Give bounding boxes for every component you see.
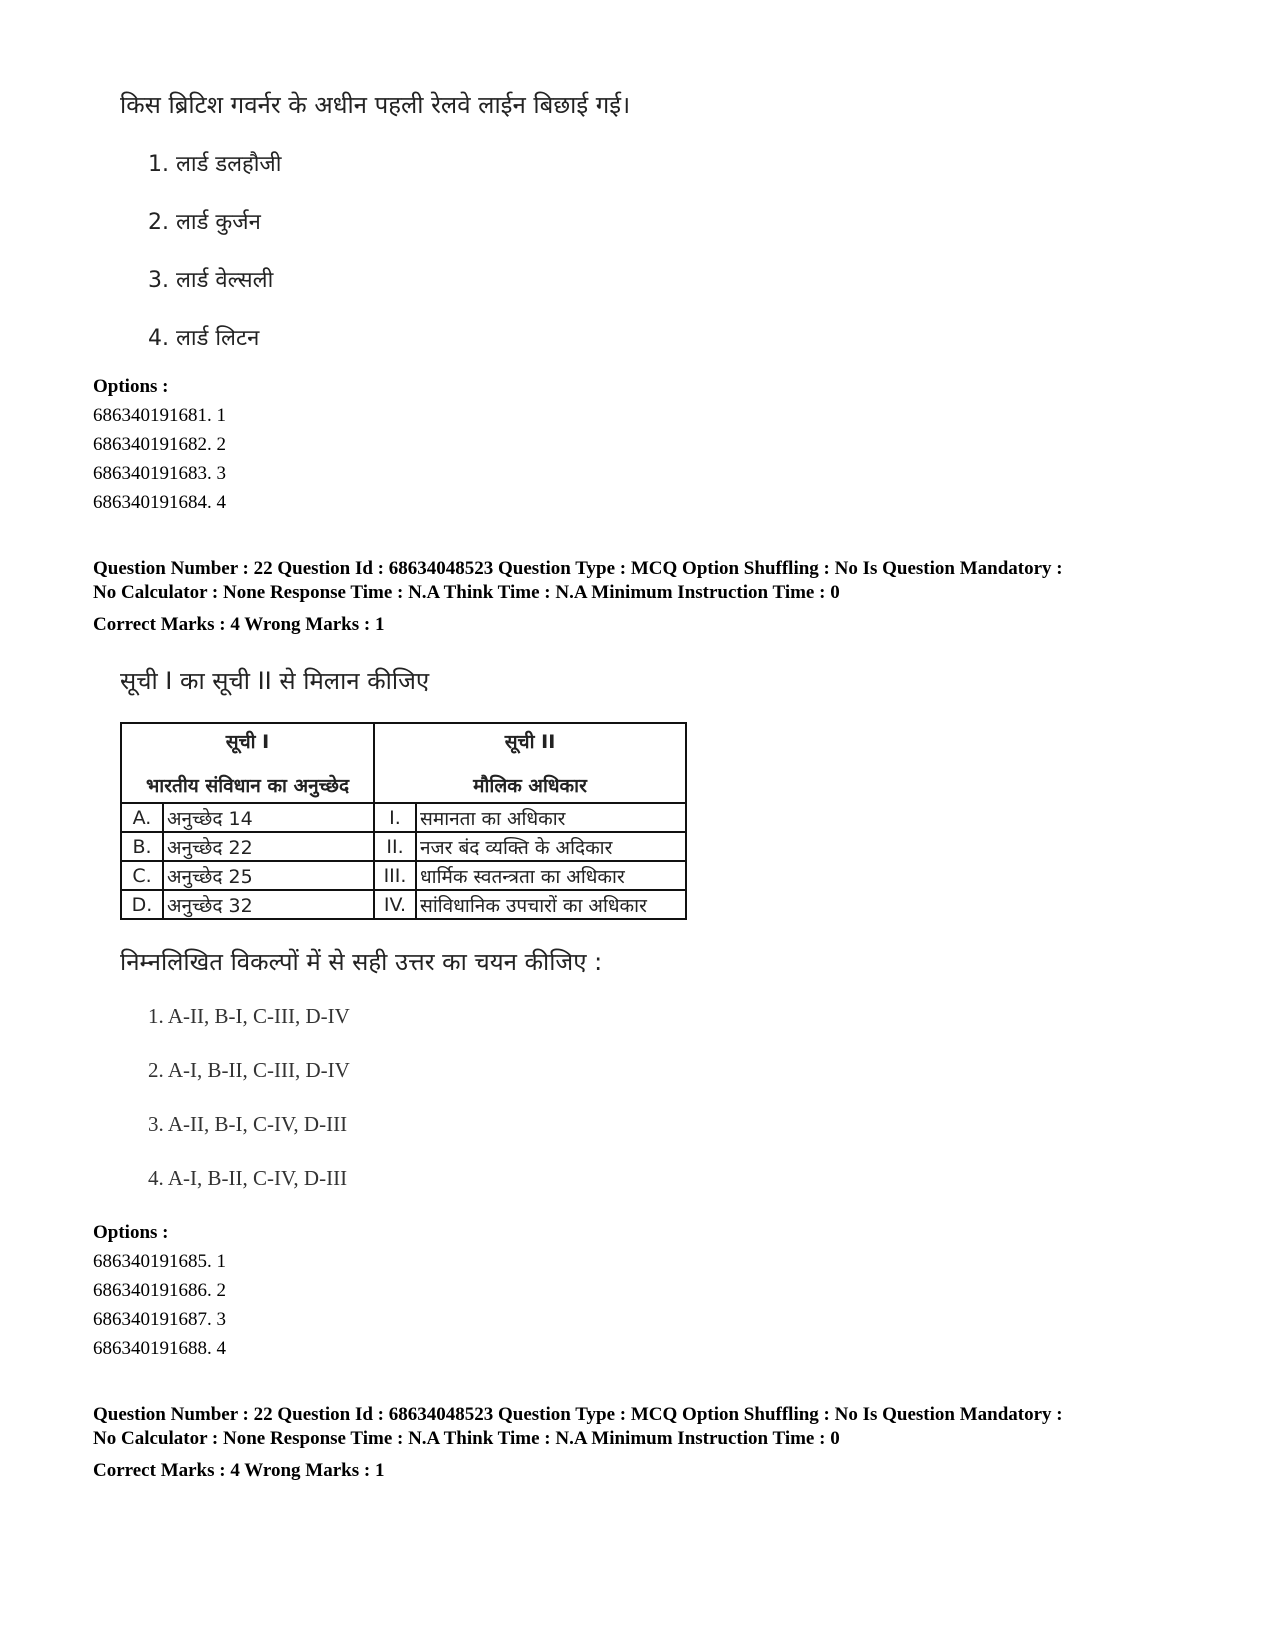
row-letter: A. — [121, 803, 163, 832]
marks-line-1: Correct Marks : 4 Wrong Marks : 1 — [93, 614, 385, 635]
row-right: सांविधानिक उपचारों का अधिकार — [416, 890, 686, 919]
table-row — [121, 803, 686, 832]
row-term: अनुच्छेद 32 — [163, 890, 374, 919]
option-item: 686340191683. 3 — [93, 463, 226, 484]
q2-choice-1: 1. A-II, B-I, C-III, D-IV — [148, 1004, 350, 1028]
row-right: धार्मिक स्वतन्त्रता का अधिकार — [416, 861, 686, 890]
meta-line-2: No Calculator : None Response Time : N.A Think Time : N.A Minimum Instruction Time : 0 — [93, 1428, 840, 1449]
q1-choice-2: 2. लार्ड कुर्जन — [148, 210, 261, 235]
option-item: 686340191681. 1 — [93, 405, 226, 426]
q2-choice-3: 3. A-II, B-I, C-IV, D-III — [148, 1112, 348, 1136]
list-1-subtitle: भारतीय संविधान का अनुच्छेद — [145, 775, 350, 797]
table-row — [121, 832, 686, 861]
options-label-1: Options : — [93, 376, 169, 397]
list-2-title: सूची II — [504, 731, 556, 753]
list-2-subtitle: मौलिक अधिकार — [473, 775, 587, 797]
question-1-text: किस ब्रिटिश गवर्नर के अधीन पहली रेलवे लाईन बिछाई गई। — [120, 91, 631, 119]
list-1-header — [121, 723, 374, 803]
question-meta-1 — [93, 557, 1213, 605]
list-1-title: सूची I — [225, 731, 270, 753]
meta-line-2: No Calculator : None Response Time : N.A Think Time : N.A Minimum Instruction Time : 0 — [93, 582, 840, 603]
marks-line-2: Correct Marks : 4 Wrong Marks : 1 — [93, 1460, 385, 1481]
row-term: अनुच्छेद 14 — [163, 803, 374, 832]
row-term: अनुच्छेद 22 — [163, 832, 374, 861]
q2-choice-2: 2. A-I, B-II, C-III, D-IV — [148, 1058, 350, 1082]
q1-choice-3: 3. लार्ड वेल्सली — [148, 268, 274, 293]
row-right: समानता का अधिकार — [416, 803, 686, 832]
row-roman: II. — [374, 832, 416, 861]
table-row — [121, 861, 686, 890]
row-roman: I. — [374, 803, 416, 832]
row-letter: D. — [121, 890, 163, 919]
options-label-2: Options : — [93, 1222, 169, 1243]
q1-choice-4: 4. लार्ड लिटन — [148, 326, 260, 351]
row-term: अनुच्छेद 25 — [163, 861, 374, 890]
table-row — [121, 890, 686, 919]
options-list-1 — [93, 401, 226, 517]
list-2-header — [374, 723, 686, 803]
meta-line-1: Question Number : 22 Question Id : 68634048523 Question Type : MCQ Option Shuffling : No Is Question Mandatory : — [93, 558, 1063, 579]
q2-choice-4: 4. A-I, B-II, C-IV, D-III — [148, 1166, 348, 1190]
option-item: 686340191687. 3 — [93, 1309, 226, 1330]
question-meta-2 — [93, 1403, 1213, 1451]
row-roman: III. — [374, 861, 416, 890]
row-roman: IV. — [374, 890, 416, 919]
question-2-prompt: निम्नलिखित विकल्पों में से सही उत्तर का चयन कीजिए : — [120, 948, 603, 976]
row-letter: C. — [121, 861, 163, 890]
match-table — [120, 722, 687, 920]
option-item: 686340191686. 2 — [93, 1280, 226, 1301]
q1-choice-1: 1. लार्ड डलहौजी — [148, 152, 282, 177]
meta-line-1: Question Number : 22 Question Id : 68634048523 Question Type : MCQ Option Shuffling : No Is Question Mandatory : — [93, 1404, 1063, 1425]
options-list-2 — [93, 1247, 226, 1363]
option-item: 686340191688. 4 — [93, 1338, 226, 1359]
option-item: 686340191685. 1 — [93, 1251, 226, 1272]
question-2-intro: सूची I का सूची II से मिलान कीजिए — [120, 667, 430, 695]
option-item: 686340191682. 2 — [93, 434, 226, 455]
option-item: 686340191684. 4 — [93, 492, 226, 513]
row-letter: B. — [121, 832, 163, 861]
row-right: नजर बंद व्यक्ति के अदिकार — [416, 832, 686, 861]
